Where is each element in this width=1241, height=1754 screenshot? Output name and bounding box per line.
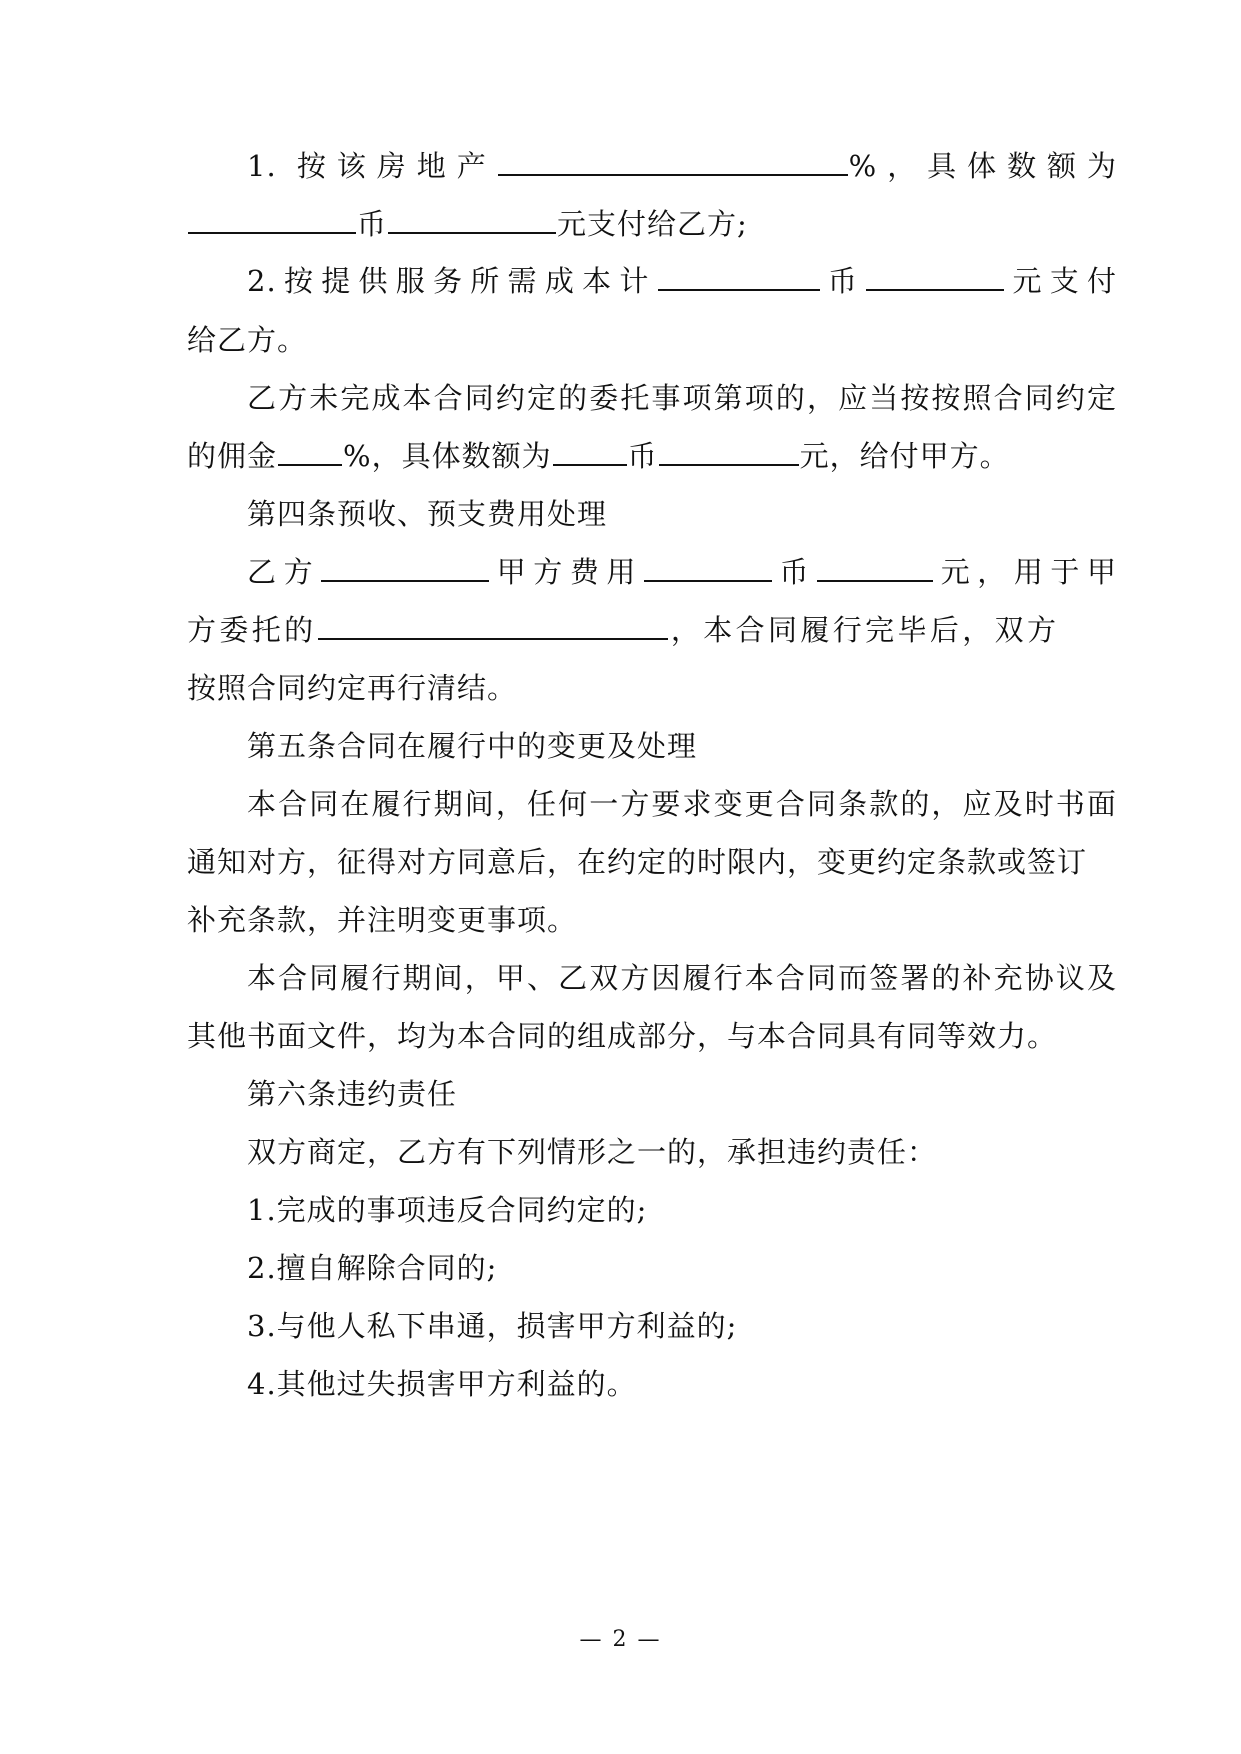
list-item: 2.擅自解除合同的; (247, 1251, 498, 1285)
article-4-title: 第四条预收、预支费用处理 (247, 497, 608, 531)
text-segment: 2.按提供服务所需成本计 (247, 264, 657, 298)
text-segment: 元，给付甲方。 (799, 439, 1010, 473)
clause-2-line-2: 给乙方。 (187, 323, 308, 357)
clause-1-line-2 (187, 204, 1057, 244)
text-segment: 的佣金 (187, 439, 278, 473)
fill-blank (644, 552, 772, 582)
list-item: 1.完成的事项违反合同约定的; (247, 1193, 648, 1227)
list-item: 4.其他过失损害甲方利益的。 (247, 1367, 637, 1401)
paragraph-line (187, 436, 1057, 476)
text-segment: 方委托的 (187, 613, 317, 647)
fill-blank (388, 204, 556, 234)
article-6-title: 第六条违约责任 (247, 1077, 458, 1111)
text-segment: 币 (820, 264, 866, 298)
text-segment: 币 (772, 555, 817, 589)
fill-blank (866, 261, 1004, 291)
fill-blank (278, 436, 342, 466)
paragraph-line: 通知对方，征得对方同意后，在约定的时限内，变更约定条款或签订 (187, 845, 1088, 879)
paragraph-line: 补充条款，并注明变更事项。 (187, 903, 578, 937)
paragraph-line (187, 610, 1057, 650)
text-segment: 元支付 (1005, 264, 1117, 298)
fill-blank (659, 436, 799, 466)
clause-2-line-1 (247, 261, 1117, 301)
text-segment: %，具体数额为 (848, 149, 1118, 183)
fill-blank (188, 204, 356, 234)
paragraph-line: 本合同在履行期间，任何一方要求变更合同条款的，应及时书面 (247, 787, 1117, 821)
text-segment: 元，用于甲 (934, 555, 1117, 589)
paragraph-line: 乙方未完成本合同约定的委托事项第项的，应当按按照合同约定 (247, 381, 1117, 415)
fill-blank (321, 552, 489, 582)
fill-blank (817, 552, 933, 582)
clause-1-line-1 (247, 146, 1117, 186)
paragraph-line: 其他书面文件，均为本合同的组成部分，与本合同具有同等效力。 (187, 1019, 1058, 1053)
text-segment: 元支付给乙方; (557, 207, 748, 241)
paragraph-line: 本合同履行期间，甲、乙双方因履行本合同而签署的补充协议及 (247, 961, 1117, 995)
text-segment: 1. 按该房地产 (247, 149, 497, 183)
text-segment: 甲方费用 (490, 555, 643, 589)
fill-blank (658, 261, 820, 291)
paragraph-line: 双方商定，乙方有下列情形之一的，承担违约责任： (247, 1135, 938, 1169)
list-item: 3.与他人私下串通，损害甲方利益的; (247, 1309, 738, 1343)
paragraph-line: 按照合同约定再行清结。 (187, 671, 518, 705)
page-number: — 2 — (579, 1627, 662, 1652)
text-segment: 币 (357, 207, 388, 241)
text-segment: 乙方 (247, 555, 321, 589)
text-segment: ，本合同履行完毕后，双方 (668, 613, 1057, 647)
text-segment: %，具体数额为 (343, 439, 552, 473)
text-segment: 币 (627, 439, 658, 473)
fill-blank (318, 610, 668, 640)
fill-blank (498, 146, 848, 176)
article-5-title: 第五条合同在履行中的变更及处理 (247, 729, 698, 763)
fill-blank (553, 436, 627, 466)
paragraph-line (247, 552, 1117, 592)
